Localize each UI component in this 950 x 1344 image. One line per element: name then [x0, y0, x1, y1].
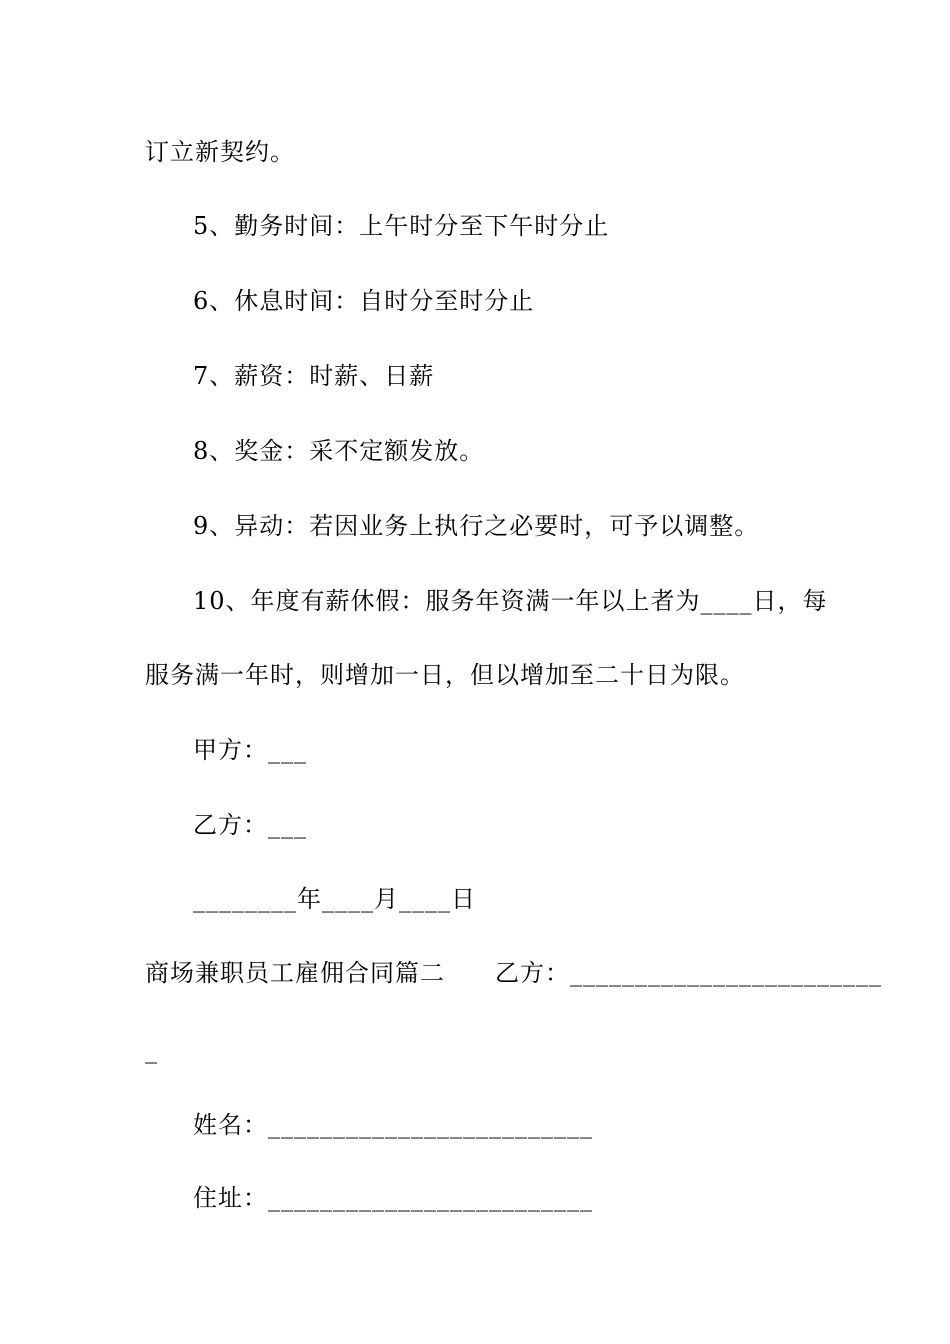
- text-line-annual-leave-cont: 服务满一年时，则增加一日，但以增加至二十日为限。: [145, 661, 745, 689]
- text-line-rest-time: 6、休息时间：自时分至时分止: [193, 287, 535, 315]
- text-line-contract-renewal: 订立新契约。: [145, 138, 295, 166]
- text-line-name-field: 姓名：_________________________: [193, 1111, 593, 1139]
- text-line-party-a: 甲方：___: [193, 736, 307, 764]
- text-line-transfer: 9、异动：若因业务上执行之必要时，可予以调整。: [193, 512, 760, 540]
- text-line-underscore: _: [145, 1036, 158, 1064]
- text-line-party-b: 乙方：___: [193, 811, 307, 839]
- text-line-annual-leave: 10、年度有薪休假：服务年资满一年以上者为____日，每: [193, 587, 828, 615]
- text-line-salary: 7、薪资：时薪、日薪: [193, 362, 435, 390]
- text-line-working-hours: 5、勤务时间：上午时分至下午时分止: [193, 212, 610, 240]
- text-line-date: ________年____月____日: [193, 885, 476, 913]
- text-line-address-field: 住址：_________________________: [193, 1184, 593, 1212]
- text-line-bonus: 8、奖金：采不定额发放。: [193, 437, 485, 465]
- text-line-section-title: 商场兼职员工雇佣合同篇二 乙方：________________________: [145, 959, 882, 987]
